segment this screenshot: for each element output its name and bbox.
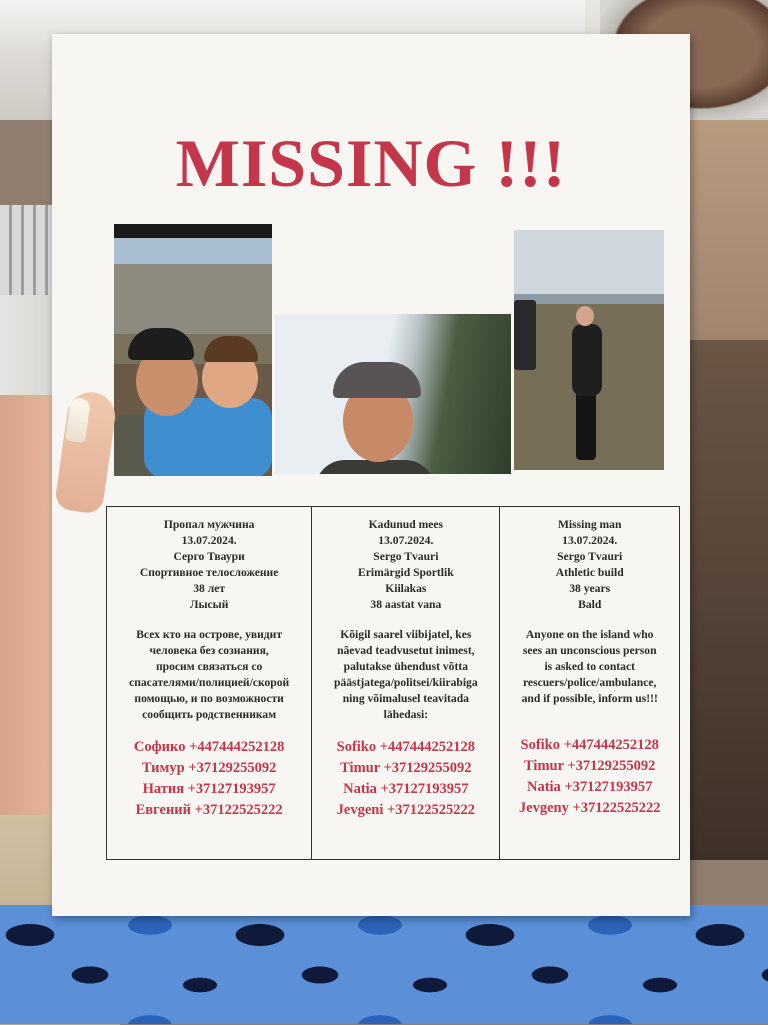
man-body — [572, 324, 602, 396]
missing-poster — [52, 34, 690, 916]
appeal-line: sees an unconscious person — [522, 644, 657, 657]
appeal-line: Anyone on the island who — [525, 628, 654, 641]
contact-line: Natia +37127193957 — [343, 781, 469, 797]
info-line: 13.07.2024. — [378, 534, 434, 547]
info-line: Athletic build — [555, 566, 624, 579]
info-line: Sergo Tvauri — [557, 550, 623, 563]
appeal-line: is asked to contact — [544, 660, 635, 673]
photo-man-waterfall — [275, 314, 511, 474]
info-line: Bald — [578, 598, 602, 611]
info-line: 13.07.2024. — [181, 534, 237, 547]
contact-line: Sofiko +447444252128 — [336, 739, 476, 755]
appeal-line: Kõigil saarel viibijatel, kes — [340, 628, 472, 641]
contact-line: Jevgeni +37122525222 — [336, 802, 476, 818]
patterned-fabric — [0, 905, 768, 1024]
contact-line: Timur +37129255092 — [524, 758, 656, 774]
appeal-line: ning võimalusel teavitada — [342, 692, 469, 705]
appeal-line: nãevad teadvusetut inimest, — [337, 644, 475, 657]
photo-man-field — [514, 230, 664, 470]
appeal-line: спасателями/полицией/скорой — [129, 676, 290, 689]
appeal-line: Всех кто на острове, увидит — [136, 628, 283, 641]
info-column-ru — [107, 507, 311, 859]
child-hair — [204, 336, 258, 362]
man-head — [576, 306, 594, 326]
contact-line: Natia +37127193957 — [526, 779, 653, 795]
poster-title: MISSING !!! — [175, 125, 567, 201]
info-line: 38 years — [569, 582, 611, 595]
contact-line: Натия +37127193957 — [142, 781, 276, 797]
appeal-line: сообщить родственникам — [142, 708, 277, 721]
info-line: Лысый — [189, 598, 229, 611]
appeal-line: помощью, и по возможности — [134, 692, 284, 705]
appeal-line: päästjatega/politsei/kiirabiga — [334, 676, 478, 689]
car-door — [514, 300, 536, 370]
info-table — [106, 506, 680, 860]
info-column-en — [499, 507, 679, 859]
info-line: Missing man — [557, 518, 622, 531]
man-shoulders — [315, 460, 435, 474]
contact-line: Тимур +37129255092 — [141, 760, 277, 776]
photo-man-with-child — [114, 224, 272, 476]
contact-line: Sofiko +447444252128 — [520, 737, 659, 753]
man-cap — [333, 362, 421, 398]
contact-line: Jevgeny +37122525222 — [518, 800, 661, 816]
wooden-cabinet — [690, 340, 768, 860]
appeal-line: rescuers/police/ambulance, — [522, 676, 657, 689]
man-legs — [576, 390, 596, 460]
appeal-line: palutakse ühendust võtta — [343, 660, 469, 673]
contact-line: Софико +447444252128 — [133, 739, 285, 755]
info-line: 13.07.2024. — [562, 534, 618, 547]
info-line: Kadunud mees — [368, 518, 444, 531]
contact-line: Timur +37129255092 — [340, 760, 472, 776]
info-line: Серго Тваури — [173, 550, 245, 563]
info-line: Пропал мужчина — [163, 518, 255, 531]
info-line: Kiilakas — [385, 582, 427, 595]
info-line: 38 aastat vana — [370, 598, 442, 611]
appeal-line: человека без сознания, — [149, 644, 269, 657]
contact-line: Евгений +37122525222 — [135, 802, 283, 818]
info-column-et — [311, 507, 499, 859]
appeal-line: and if possible, inform us!!! — [521, 692, 658, 705]
info-line: 38 лет — [193, 582, 226, 595]
man-cap — [128, 328, 194, 360]
info-line: Sergo Tvauri — [373, 550, 439, 563]
appeal-line: lähedasi: — [383, 708, 429, 721]
info-line: Erimärgid Sportlik — [358, 566, 454, 579]
wooden-counter — [680, 120, 768, 340]
appeal-line: просим связаться со — [155, 660, 263, 673]
info-line: Спортивное телосложение — [139, 566, 279, 579]
